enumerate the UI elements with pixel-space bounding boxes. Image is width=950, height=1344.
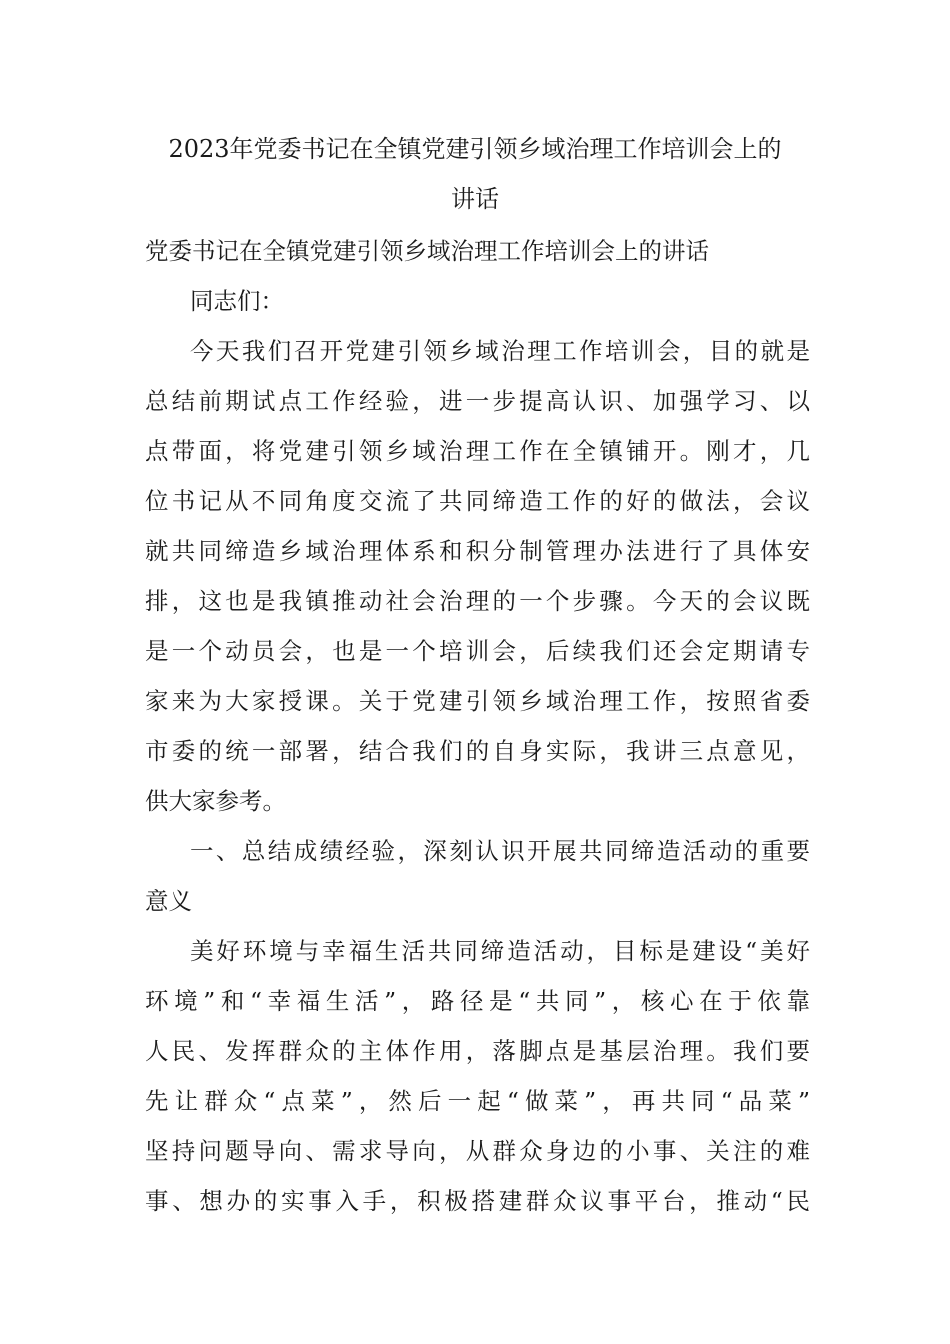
body-line: 环境”和“幸福生活”，路径是“共同”，核心在于依靠 bbox=[145, 987, 810, 1015]
body-line: 市委的统一部署，结合我们的自身实际，我讲三点意见， bbox=[145, 737, 810, 765]
body-line: 位书记从不同角度交流了共同缔造工作的好的做法，会议 bbox=[145, 487, 810, 515]
body-line: 点带面，将党建引领乡域治理工作在全镇铺开。刚才，几 bbox=[145, 437, 810, 465]
body-line: 家来为大家授课。关于党建引领乡域治理工作，按照省委 bbox=[145, 687, 810, 715]
section-heading: 意义 bbox=[145, 887, 192, 915]
salutation: 同志们： bbox=[190, 287, 284, 315]
title-line-1: 2023年党委书记在全镇党建引领乡域治理工作培训会上的 bbox=[168, 135, 782, 163]
body-line: 事、想办的实事入手，积极搭建群众议事平台，推动“民 bbox=[145, 1187, 810, 1215]
body-line: 先让群众“点菜”，然后一起“做菜”，再共同“品菜” bbox=[145, 1087, 810, 1115]
body-line: 排，这也是我镇推动社会治理的一个步骤。今天的会议既 bbox=[145, 587, 810, 615]
title-line-2: 讲话 bbox=[451, 185, 499, 213]
subtitle: 党委书记在全镇党建引领乡域治理工作培训会上的讲话 bbox=[145, 237, 709, 265]
body-line: 美好环境与幸福生活共同缔造活动，目标是建设“美好 bbox=[190, 937, 810, 965]
section-heading: 一、总结成绩经验，深刻认识开展共同缔造活动的重要 bbox=[190, 837, 810, 865]
body-line: 人民、发挥群众的主体作用，落脚点是基层治理。我们要 bbox=[145, 1037, 810, 1065]
body-line: 今天我们召开党建引领乡域治理工作培训会，目的就是 bbox=[190, 337, 810, 365]
body-line: 就共同缔造乡域治理体系和积分制管理办法进行了具体安 bbox=[145, 537, 810, 565]
body-line: 供大家参考。 bbox=[145, 787, 286, 815]
body-line: 坚持问题导向、需求导向，从群众身边的小事、关注的难 bbox=[145, 1137, 810, 1165]
body-line: 是一个动员会，也是一个培训会，后续我们还会定期请专 bbox=[145, 637, 810, 665]
document-title bbox=[145, 124, 805, 224]
body-line: 总结前期试点工作经验，进一步提高认识、加强学习、以 bbox=[145, 387, 810, 415]
